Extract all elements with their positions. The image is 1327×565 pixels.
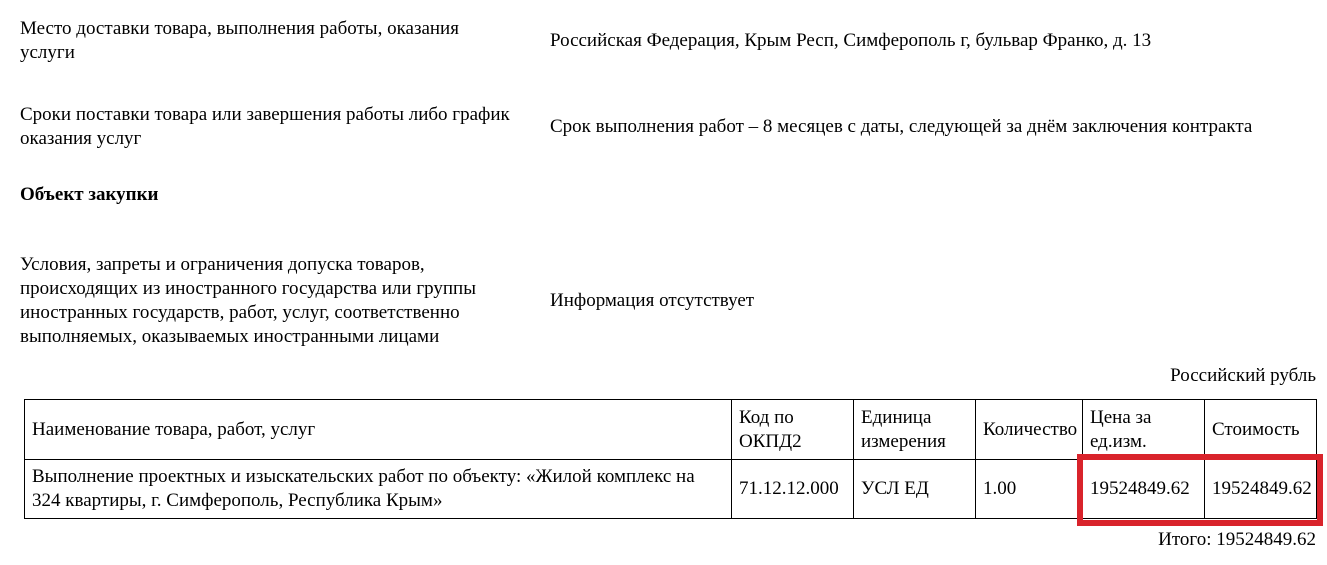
table-header-row (25, 400, 1317, 460)
header-cost: Стоимость (1205, 400, 1317, 460)
currency-label: Российский рубль (1170, 365, 1316, 386)
field-value: Информация отсутствует (550, 290, 755, 311)
procurement-items-table (24, 399, 1317, 519)
cell-unit-price: 19524849.62 (1083, 460, 1205, 519)
cell-cost: 19524849.62 (1205, 460, 1317, 519)
header-unit-price: Цена за ед.изм. (1083, 400, 1205, 460)
cell-quantity: 1.00 (976, 460, 1083, 519)
section-heading-procurement-object: Объект закупки (20, 184, 159, 205)
field-row-delivery-place (20, 17, 1316, 65)
total-label: Итого: 19524849.62 (1158, 529, 1316, 550)
field-label: Место доставки товара, выполнения работы, оказания услуги (20, 18, 459, 63)
header-quantity: Количество (976, 400, 1083, 460)
field-row-foreign-goods-conditions (20, 253, 1316, 349)
header-okpd2-code: Код по ОКПД2 (732, 400, 854, 460)
field-label: Условия, запреты и ограничения допуска товаров, происходящих из иностранного государства или группы иностранных государств, работ, услуг, соответственно выполняемых, оказываемых иностранными лицами (20, 254, 476, 347)
table-row (25, 460, 1317, 519)
items-table-wrapper (24, 399, 1316, 519)
header-item-name: Наименование товара, работ, услуг (25, 400, 732, 460)
cell-okpd2-code: 71.12.12.000 (732, 460, 854, 519)
field-value: Российская Федерация, Крым Респ, Симферополь г, бульвар Франко, д. 13 (550, 30, 1152, 51)
cell-item-name: Выполнение проектных и изыскательских работ по объекту: «Жилой комплекс на 324 квартиры, г. Симферополь, Республика Крым» (25, 460, 732, 519)
field-row-delivery-terms (20, 103, 1316, 151)
field-value: Срок выполнения работ – 8 месяцев с даты, следующей за днём заключения контракта (550, 116, 1253, 137)
header-unit: Единица измерения (854, 400, 976, 460)
cell-unit: УСЛ ЕД (854, 460, 976, 519)
field-label: Сроки поставки товара или завершения работы либо график оказания услуг (20, 104, 510, 149)
